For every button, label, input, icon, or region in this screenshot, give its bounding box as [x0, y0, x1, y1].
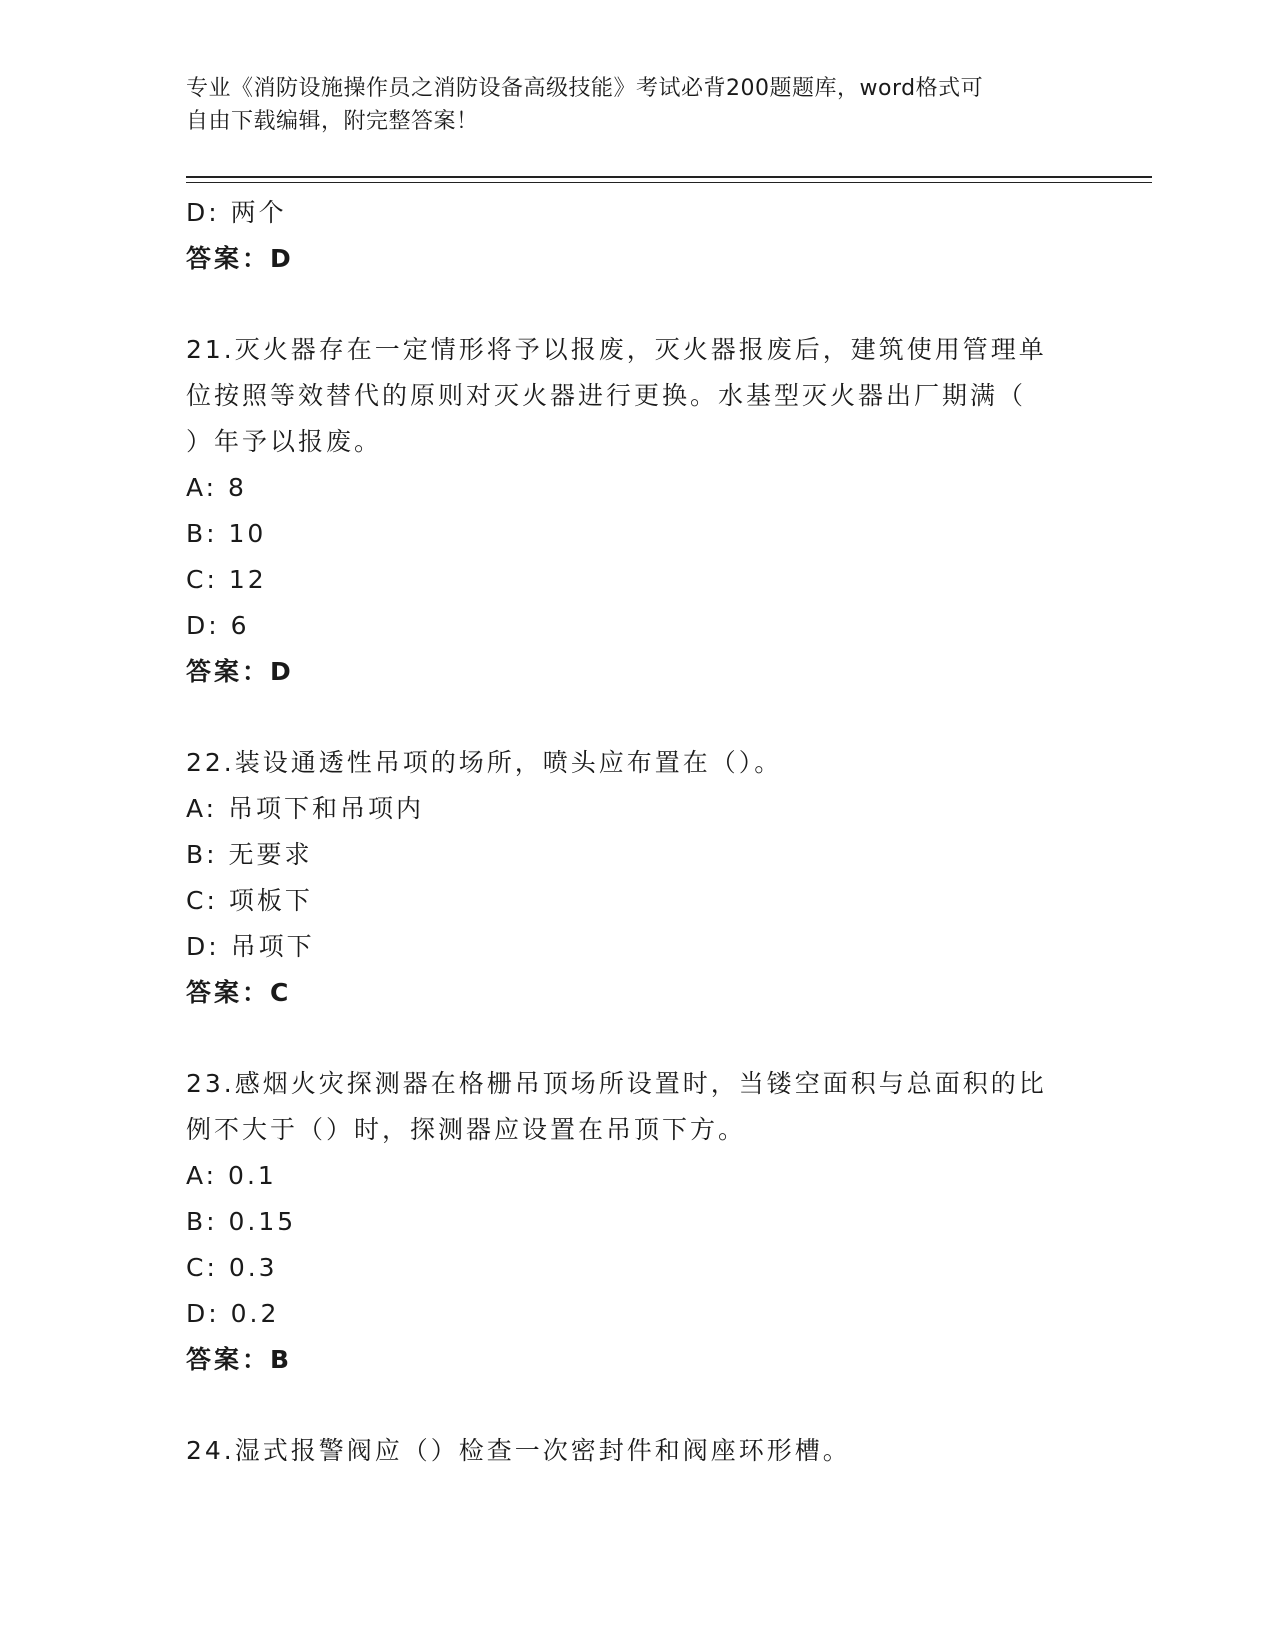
spacer — [186, 282, 1086, 327]
header-title-line-2: 自由下载编辑，附完整答案！ — [186, 109, 479, 134]
question-21-text-line-1: 21.灭火器存在一定情形将予以报废，灭火器报废后，建筑使用管理单 — [186, 335, 1047, 364]
prev-option-d: D: 两个 — [186, 198, 287, 227]
header-divider-thin — [186, 182, 1152, 183]
question-21-text-line-3: ）年予以报废。 — [186, 427, 383, 456]
question-23-text-line-2: 例不大于（）时，探测器应设置在吊顶下方。 — [186, 1115, 747, 1144]
question-22-option-a: A: 吊项下和吊项内 — [186, 794, 425, 823]
question-24-text-line-1: 24.湿式报警阀应（）检查一次密封件和阀座环形槽。 — [186, 1436, 851, 1465]
question-21-answer: 答案：D — [186, 657, 294, 686]
spacer — [186, 1383, 1086, 1428]
question-21-option-c: C: 12 — [186, 565, 267, 594]
question-22-answer: 答案：C — [186, 978, 292, 1007]
header-title-line-1: 专业《消防设施操作员之消防设备高级技能》考试必背200题题库，word格式可 — [186, 76, 984, 101]
question-22-text-line-1: 22.装设通透性吊项的场所，喷头应布置在（）。 — [186, 748, 783, 777]
header-divider-thick — [186, 176, 1152, 178]
question-21 — [186, 327, 1086, 695]
prev-answer: 答案：D — [186, 244, 294, 273]
question-list — [186, 190, 1086, 1474]
question-23 — [186, 1061, 1086, 1383]
question-23-option-c: C: 0.3 — [186, 1253, 278, 1282]
spacer — [186, 1016, 1086, 1061]
question-23-answer: 答案：B — [186, 1345, 293, 1374]
question-23-text-line-1: 23.感烟火灾探测器在格栅吊顶场所设置时，当镂空面积与总面积的比 — [186, 1069, 1047, 1098]
question-21-option-d: D: 6 — [186, 611, 250, 640]
question-22-option-c: C: 项板下 — [186, 886, 313, 915]
question-21-option-b: B: 10 — [186, 519, 267, 548]
question-21-text-line-2: 位按照等效替代的原则对灭火器进行更换。水基型灭火器出厂期满（ — [186, 381, 1027, 410]
question-22-option-b: B: 无要求 — [186, 840, 313, 869]
question-22-option-d: D: 吊项下 — [186, 932, 315, 961]
question-23-option-a: A: 0.1 — [186, 1161, 277, 1190]
question-24 — [186, 1428, 1086, 1474]
question-22 — [186, 740, 1086, 1016]
question-23-option-d: D: 0.2 — [186, 1299, 280, 1328]
question-23-option-b: B: 0.15 — [186, 1207, 297, 1236]
question-21-option-a: A: 8 — [186, 473, 247, 502]
document-header — [186, 72, 1086, 138]
spacer — [186, 695, 1086, 740]
